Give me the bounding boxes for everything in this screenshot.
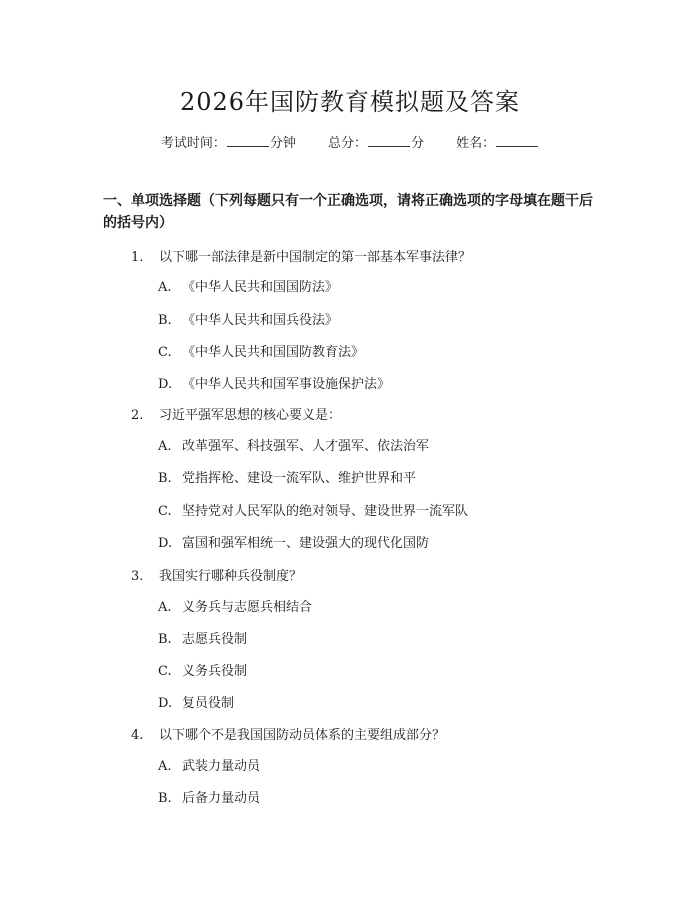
option-letter: B.	[158, 471, 172, 486]
name-blank	[496, 135, 538, 147]
question-3-option-c	[158, 660, 247, 679]
section-header: 一、单项选择题（下列每题只有一个正确选项，请将正确选项的字母填在题干后的括号内）	[103, 193, 593, 231]
option-text: 改革强军、科技强军、人才强军、依法治军	[182, 439, 430, 454]
question-3	[131, 565, 302, 584]
option-text: 后备力量动员	[182, 791, 261, 806]
option-text: 坚持党对人民军队的绝对领导、建设世界一流军队	[182, 504, 469, 519]
question-number: 2.	[131, 408, 144, 423]
question-3-option-d	[158, 692, 234, 711]
option-letter: B.	[158, 632, 172, 647]
question-text: 以下哪一部法律是新中国制定的第一部基本军事法律？	[159, 250, 472, 265]
question-4-option-a	[158, 755, 260, 774]
question-1-option-a	[158, 276, 338, 295]
total-score-field	[328, 136, 424, 151]
question-2-option-b	[158, 467, 416, 486]
option-text: 《中华人民共和国国防教育法》	[182, 345, 365, 360]
option-text: 富国和强军相统一、建设强大的现代化国防	[182, 536, 430, 551]
option-letter: D.	[158, 696, 173, 711]
option-text: 复员役制	[182, 696, 235, 711]
question-1-option-d	[158, 373, 390, 392]
option-letter: A.	[158, 439, 172, 454]
question-2	[131, 404, 341, 423]
question-2-option-a	[158, 435, 429, 454]
name-label: 姓名：	[456, 136, 496, 151]
exam-time-blank	[227, 135, 269, 147]
name-field	[456, 136, 539, 151]
exam-info-line	[0, 132, 700, 151]
question-1-option-c	[158, 341, 364, 360]
option-letter: C.	[158, 345, 172, 360]
question-2-option-c	[158, 500, 468, 519]
exam-time-label: 考试时间：	[160, 136, 226, 151]
option-letter: A.	[158, 600, 172, 615]
question-2-option-d	[158, 532, 429, 551]
exam-time-unit: 分钟	[269, 136, 296, 151]
option-letter: C.	[158, 664, 172, 679]
option-text: 武装力量动员	[182, 759, 261, 774]
option-text: 义务兵役制	[182, 664, 248, 679]
option-text: 义务兵与志愿兵相结合	[182, 600, 313, 615]
option-letter: C.	[158, 504, 172, 519]
question-number: 4.	[131, 728, 144, 743]
option-letter: B.	[158, 791, 172, 806]
option-text: 《中华人民共和国兵役法》	[182, 313, 339, 328]
total-score-unit: 分	[411, 136, 425, 151]
question-text: 我国实行哪种兵役制度？	[159, 569, 303, 584]
page-title: 2026年国防教育模拟题及答案	[179, 88, 521, 116]
option-text: 志愿兵役制	[182, 632, 248, 647]
option-letter: D.	[158, 377, 173, 392]
question-1	[131, 246, 471, 265]
option-letter: D.	[158, 536, 173, 551]
question-3-option-b	[158, 628, 247, 647]
question-4-option-b	[158, 787, 260, 806]
question-text: 以下哪个不是我国国防动员体系的主要组成部分？	[159, 728, 446, 743]
total-score-blank	[368, 135, 410, 147]
option-text: 《中华人民共和国军事设施保护法》	[182, 377, 391, 392]
question-1-option-b	[158, 309, 338, 328]
question-text: 习近平强军思想的核心要义是：	[159, 408, 342, 423]
option-text: 《中华人民共和国国防法》	[182, 280, 339, 295]
total-score-label: 总分：	[327, 136, 367, 151]
question-number: 1.	[131, 250, 144, 265]
option-letter: A.	[158, 280, 172, 295]
option-letter: B.	[158, 313, 172, 328]
exam-time-field	[161, 136, 296, 151]
option-text: 党指挥枪、建设一流军队、维护世界和平	[182, 471, 417, 486]
question-3-option-a	[158, 596, 312, 615]
question-4	[131, 724, 445, 743]
question-number: 3.	[131, 569, 144, 584]
option-letter: A.	[158, 759, 172, 774]
